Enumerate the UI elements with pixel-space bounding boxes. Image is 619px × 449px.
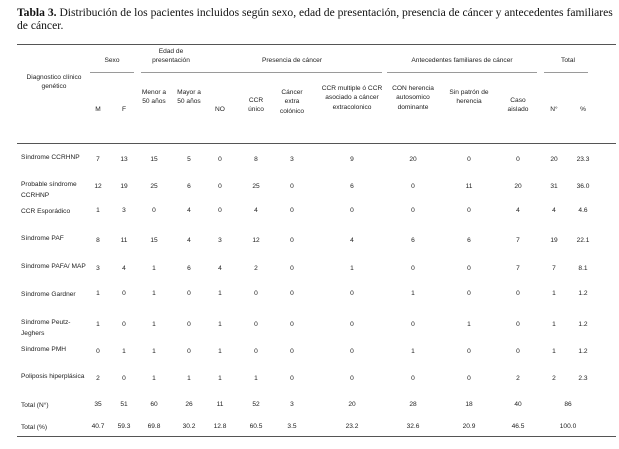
table-cell: 4 bbox=[187, 237, 191, 244]
header-diagnostico: Diagnostico clínico genético bbox=[26, 74, 82, 90]
table-cell: 0 bbox=[218, 183, 222, 190]
table-cell: 3 bbox=[290, 156, 294, 163]
table-cell: 0 bbox=[467, 290, 471, 297]
table-cell: 7 bbox=[516, 265, 520, 272]
table-cell: 40.7 bbox=[91, 423, 105, 430]
table-cell: 12 bbox=[252, 237, 260, 244]
table-cell: 0 bbox=[516, 156, 520, 163]
table-cell: 0 bbox=[218, 156, 222, 163]
table-cell: 1 bbox=[552, 290, 556, 297]
table-cell: 0 bbox=[187, 348, 191, 355]
table-cell: 1.2 bbox=[578, 290, 588, 297]
column-header: N° bbox=[550, 106, 558, 113]
column-header: Cáncer extra colónico bbox=[279, 89, 305, 115]
table-cell: 20 bbox=[514, 183, 522, 190]
column-header: Menor a 50 años bbox=[141, 89, 167, 106]
table-cell: 22.1 bbox=[576, 237, 590, 244]
table-cell: 11 bbox=[465, 183, 473, 190]
row-label: Síndrome Peutz-Jeghers bbox=[21, 319, 71, 337]
table-cell: 1 bbox=[96, 321, 100, 328]
table-cell: 0 bbox=[467, 207, 471, 214]
table-cell: 1.2 bbox=[578, 321, 588, 328]
table-cell: 1 bbox=[96, 207, 100, 214]
caption-text: Distribución de los pacientes incluidos según sexo, edad de presentación, presencia de cáncer y antecedentes familiares de cáncer. bbox=[17, 6, 613, 32]
column-header: CCR único bbox=[248, 97, 264, 114]
row-label: Síndrome PAFA/ MAP bbox=[21, 263, 86, 270]
table-cell: 0 bbox=[122, 321, 126, 328]
table-cell: 52 bbox=[252, 401, 260, 408]
table-cell: 0 bbox=[411, 321, 415, 328]
header-sexo: Sexo bbox=[104, 57, 120, 64]
table-cell: 1 bbox=[152, 321, 156, 328]
table-cell: 59.3 bbox=[117, 423, 131, 430]
caption-label: Tabla 3. bbox=[17, 6, 57, 19]
table-cell: 2 bbox=[254, 265, 258, 272]
table-cell: 35 bbox=[94, 401, 102, 408]
table-cell: 5 bbox=[187, 156, 191, 163]
table-cell: 0 bbox=[350, 290, 354, 297]
table-cell: 1 bbox=[411, 348, 415, 355]
group-rule-antec bbox=[387, 72, 537, 73]
table-cell: 0 bbox=[516, 348, 520, 355]
header-presencia-cancer: Presencia de cáncer bbox=[261, 57, 323, 64]
table-cell: 7 bbox=[516, 237, 520, 244]
table-cell: 0 bbox=[290, 237, 294, 244]
table-cell: 0 bbox=[290, 321, 294, 328]
table-cell: 1 bbox=[152, 265, 156, 272]
row-label: Síndrome Gardner bbox=[21, 291, 76, 298]
table-cell: 26 bbox=[185, 401, 193, 408]
row-label: Total (%) bbox=[21, 424, 48, 431]
table-cell: 0 bbox=[411, 207, 415, 214]
table-cell: 60.5 bbox=[249, 423, 263, 430]
row-label: Total (N°) bbox=[21, 402, 49, 409]
table-cell: 23.3 bbox=[576, 156, 590, 163]
table-cell: 12 bbox=[94, 183, 102, 190]
table-cell: 2.3 bbox=[578, 375, 588, 382]
header-edad: Edad de presentación bbox=[152, 48, 190, 64]
table-cell: 1 bbox=[350, 265, 354, 272]
column-header: Sin patrón de herencia bbox=[449, 89, 489, 106]
table-cell: 0 bbox=[122, 375, 126, 382]
table-cell: 18 bbox=[465, 401, 473, 408]
table-cell: 6 bbox=[187, 265, 191, 272]
table-cell: 0 bbox=[290, 183, 294, 190]
column-header: CON herencia autosomico dominante bbox=[392, 85, 434, 111]
table-cell: 0 bbox=[254, 321, 258, 328]
table-cell: 7 bbox=[552, 265, 556, 272]
table-top-rule bbox=[17, 44, 616, 45]
table-cell: 1 bbox=[552, 321, 556, 328]
table-cell: 0 bbox=[290, 375, 294, 382]
column-header: % bbox=[580, 106, 586, 113]
table-cell: 7 bbox=[96, 156, 100, 163]
table-cell: 3 bbox=[96, 265, 100, 272]
table-cell: 0 bbox=[152, 207, 156, 214]
column-header: CCR multiple ó CCR asociado a cáncer extracolonico bbox=[321, 85, 383, 111]
header-bottom-rule bbox=[17, 143, 616, 144]
column-header: NO bbox=[215, 106, 225, 113]
table-cell: 15 bbox=[150, 237, 158, 244]
row-label: CCR Esporádico bbox=[21, 208, 71, 215]
table-cell: 69.8 bbox=[147, 423, 161, 430]
table-cell: 0 bbox=[290, 290, 294, 297]
table-cell: 1 bbox=[152, 348, 156, 355]
table-cell: 11 bbox=[216, 401, 224, 408]
header-total: Total bbox=[561, 57, 575, 64]
table-cell: 1 bbox=[96, 290, 100, 297]
table-cell: 20.9 bbox=[462, 423, 476, 430]
table-cell: 3.5 bbox=[287, 423, 297, 430]
row-label: Poliposis hiperplásica bbox=[21, 373, 85, 380]
table-cell: 20 bbox=[409, 156, 417, 163]
table-cell: 1 bbox=[218, 321, 222, 328]
row-label: Síndrome PMH bbox=[21, 346, 67, 353]
table-cell: 2 bbox=[96, 375, 100, 382]
table-cell: 0 bbox=[350, 207, 354, 214]
table-cell: 36.0 bbox=[576, 183, 590, 190]
table-cell: 51 bbox=[120, 401, 128, 408]
table-cell: 1 bbox=[467, 321, 471, 328]
table-cell: 0 bbox=[290, 265, 294, 272]
table-cell: 1 bbox=[411, 290, 415, 297]
table-cell: 8 bbox=[96, 237, 100, 244]
table-cell: 6 bbox=[467, 237, 471, 244]
table-cell: 12.8 bbox=[213, 423, 227, 430]
table-cell: 1 bbox=[122, 348, 126, 355]
table-cell: 4 bbox=[254, 207, 258, 214]
table-cell: 6 bbox=[187, 183, 191, 190]
table-cell: 25 bbox=[150, 183, 158, 190]
table-cell: 0 bbox=[467, 375, 471, 382]
table-cell: 0 bbox=[254, 290, 258, 297]
table-cell: 4 bbox=[122, 265, 126, 272]
table-cell: 2 bbox=[516, 375, 520, 382]
table-cell: 0 bbox=[218, 207, 222, 214]
group-rule-edad bbox=[141, 72, 236, 73]
group-rule-total bbox=[544, 72, 588, 73]
table-cell: 15 bbox=[150, 156, 158, 163]
row-label: Probable síndrome CCRHNP bbox=[21, 181, 77, 199]
table-cell: 3 bbox=[122, 207, 126, 214]
table-cell: 0 bbox=[411, 375, 415, 382]
table-cell: 1 bbox=[152, 290, 156, 297]
table-cell: 1 bbox=[218, 348, 222, 355]
table-cell: 23.2 bbox=[345, 423, 359, 430]
table-cell: 0 bbox=[516, 290, 520, 297]
table-cell: 1 bbox=[218, 375, 222, 382]
table-cell: 0 bbox=[467, 348, 471, 355]
column-header: Mayor a 50 años bbox=[177, 89, 201, 106]
table-cell: 11 bbox=[120, 237, 128, 244]
table-cell: 100.0 bbox=[559, 423, 577, 430]
table-cell: 3 bbox=[290, 401, 294, 408]
table-cell: 4 bbox=[350, 237, 354, 244]
table-cell: 13 bbox=[120, 156, 128, 163]
table-cell: 4 bbox=[552, 207, 556, 214]
column-header: F bbox=[121, 106, 127, 113]
table-cell: 0 bbox=[467, 156, 471, 163]
table-cell: 0 bbox=[350, 375, 354, 382]
table-cell: 0 bbox=[290, 348, 294, 355]
table-cell: 20 bbox=[348, 401, 356, 408]
table-cell: 4 bbox=[218, 265, 222, 272]
header-antecedentes: Antecedentes familiares de cáncer bbox=[411, 57, 513, 64]
table-cell: 1 bbox=[552, 348, 556, 355]
table-cell: 6 bbox=[411, 237, 415, 244]
table-cell: 28 bbox=[409, 401, 417, 408]
table-cell: 1 bbox=[152, 375, 156, 382]
table-cell: 0 bbox=[187, 290, 191, 297]
table-cell: 46.5 bbox=[511, 423, 525, 430]
table-cell: 60 bbox=[150, 401, 158, 408]
group-rule-cancer bbox=[236, 72, 382, 73]
table-cell: 1 bbox=[254, 375, 258, 382]
table-cell: 25 bbox=[252, 183, 260, 190]
table-cell: 4 bbox=[516, 207, 520, 214]
table-cell: 2 bbox=[552, 375, 556, 382]
table-cell: 1 bbox=[218, 290, 222, 297]
table-cell: 19 bbox=[120, 183, 128, 190]
table-cell: 0 bbox=[467, 265, 471, 272]
table-cell: 4.6 bbox=[578, 207, 588, 214]
table-cell: 0 bbox=[96, 348, 100, 355]
table-cell: 9 bbox=[350, 156, 354, 163]
table-cell: 30.2 bbox=[182, 423, 196, 430]
group-rule-sexo bbox=[90, 72, 134, 73]
table-cell: 32.6 bbox=[406, 423, 420, 430]
column-header: Caso aislado bbox=[507, 97, 529, 114]
table-cell: 0 bbox=[350, 321, 354, 328]
table-caption bbox=[17, 6, 615, 32]
table-cell: 4 bbox=[187, 207, 191, 214]
table-cell: 86 bbox=[564, 401, 572, 408]
table-cell: 0 bbox=[187, 321, 191, 328]
table-cell: 0 bbox=[254, 348, 258, 355]
table-bottom-rule bbox=[17, 436, 616, 437]
table-cell: 1.2 bbox=[578, 348, 588, 355]
table-cell: 31 bbox=[550, 183, 558, 190]
table-cell: 20 bbox=[550, 156, 558, 163]
table-cell: 8 bbox=[254, 156, 258, 163]
table-cell: 0 bbox=[411, 265, 415, 272]
row-label: Síndrome CCRHNP bbox=[21, 154, 80, 161]
table-cell: 40 bbox=[514, 401, 522, 408]
table-cell: 0 bbox=[350, 348, 354, 355]
table-cell: 0 bbox=[122, 290, 126, 297]
table-cell: 1 bbox=[187, 375, 191, 382]
table-cell: 8.1 bbox=[578, 265, 588, 272]
column-header: M bbox=[95, 106, 101, 113]
table-cell: 0 bbox=[411, 183, 415, 190]
table-cell: 19 bbox=[550, 237, 558, 244]
table-cell: 0 bbox=[290, 207, 294, 214]
table-cell: 0 bbox=[516, 321, 520, 328]
table-cell: 3 bbox=[218, 237, 222, 244]
table-cell: 6 bbox=[350, 183, 354, 190]
row-label: Síndrome PAF bbox=[21, 235, 64, 242]
